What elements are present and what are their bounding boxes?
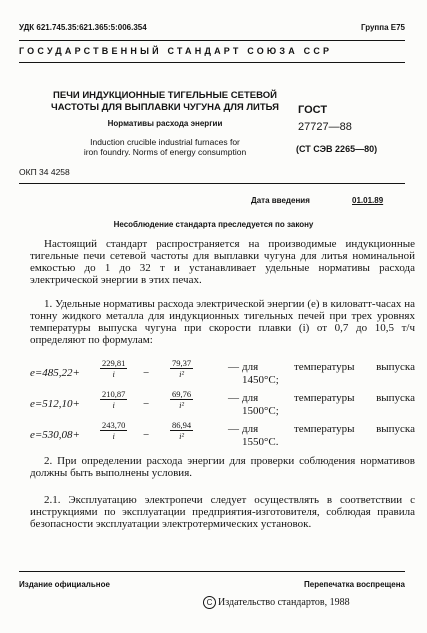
- formula-temperature: 1450°C;: [242, 374, 279, 386]
- reprint-prohibited-label: Перепечатка воспрещена: [304, 580, 405, 589]
- formula-temp-word: температуры: [294, 392, 355, 404]
- udk-code: УДК 621.745.35:621.365:5:006.354: [19, 23, 147, 32]
- formula-temp-word: температуры: [294, 423, 355, 435]
- fraction-denominator: i: [112, 369, 115, 379]
- fraction-numerator: 210,87: [102, 389, 126, 399]
- copyright-icon: C: [203, 596, 216, 609]
- formula-dash: —: [228, 361, 239, 373]
- formula-lhs: e=485,22+: [30, 367, 80, 379]
- fraction-numerator: 243,70: [102, 420, 126, 430]
- paragraph-operation-text: 2.1. Эксплуатацию электропечи следует осуществлять в соответствии с инструкциями по эксплуатации предприятия-изготовителя, соблюдая правила безопасности эксплуатации электротермических установок.: [30, 494, 415, 530]
- formula-for: для: [242, 392, 259, 404]
- formula-1450: [30, 358, 415, 392]
- english-title: [50, 137, 280, 157]
- fraction-linear: [100, 420, 127, 441]
- title-line-2: ЧАСТОТЫ ДЛЯ ВЫПЛАВКИ ЧУГУНА ДЛЯ ЛИТЬЯ: [51, 102, 279, 113]
- document-title: [50, 90, 280, 114]
- fraction-numerator: 86,94: [172, 420, 192, 430]
- formula-1500: [30, 389, 415, 423]
- formula-for: для: [242, 423, 259, 435]
- fraction-linear: [100, 358, 127, 379]
- formula-temperature: 1550°C.: [242, 436, 279, 448]
- english-title-line-2: iron foundry. Norms of energy consumption: [83, 147, 247, 157]
- formula-lhs: e=512,10+: [30, 398, 80, 410]
- minus-sign: −: [143, 367, 150, 379]
- fraction-numerator: 69,76: [172, 389, 192, 399]
- copyright-text: Издательство стандартов, 1988: [218, 597, 350, 608]
- fraction-numerator: 229,81: [102, 358, 126, 368]
- minus-sign: −: [143, 429, 150, 441]
- formula-dash: —: [228, 423, 239, 435]
- okp-code: ОКП 34 4258: [19, 167, 70, 177]
- top-rule: [19, 40, 405, 41]
- fraction-numerator: 79,37: [172, 358, 192, 368]
- fraction-denominator: i: [112, 431, 115, 441]
- official-edition-label: Издание официальное: [19, 580, 110, 589]
- paragraph-norms: [30, 298, 415, 346]
- formula-temp-word: температуры: [294, 361, 355, 373]
- paragraph-scope-text: Настоящий стандарт распространяется на производимые индукционные тигельные печи сетевой частоты для выплавки чугуна для литья номинальной емкостью до 1 до 32 т и устанавливает удельные нормативы расхода электрической энергии в этих печах.: [30, 238, 415, 286]
- fraction-quadratic: [170, 358, 193, 379]
- formula-1550: [30, 420, 415, 454]
- minus-sign: −: [143, 398, 150, 410]
- paragraph-conditions-text: 2. При определении расхода энергии для проверки соблюдения нормативов должны быть выполнены условия.: [30, 455, 415, 479]
- formula-for: для: [242, 361, 259, 373]
- fraction-denominator: i²: [179, 400, 185, 410]
- sev-reference: (СТ СЭВ 2265—80): [296, 144, 378, 154]
- title-line-1: ПЕЧИ ИНДУКЦИОННЫЕ ТИГЕЛЬНЫЕ СЕТЕВОЙ: [53, 90, 277, 101]
- group-code: Группа Е75: [360, 23, 405, 32]
- formula-release-word: выпуска: [376, 392, 415, 404]
- footer-rule: [19, 571, 405, 572]
- okp-rule: [19, 183, 405, 184]
- fraction-linear: [100, 389, 127, 410]
- effective-date: 01.01.89: [352, 196, 384, 205]
- header-rule: [19, 62, 405, 63]
- fraction-quadratic: [170, 420, 193, 441]
- effective-date-label: Дата введения: [251, 196, 310, 205]
- fraction-denominator: i²: [179, 369, 185, 379]
- formula-temperature: 1500°C;: [242, 405, 279, 417]
- legal-notice: Несоблюдение стандарта преследуется по закону: [113, 220, 314, 229]
- fraction-quadratic: [170, 389, 193, 410]
- fraction-denominator: i²: [179, 431, 185, 441]
- formula-release-word: выпуска: [376, 361, 415, 373]
- gost-label: ГОСТ: [298, 104, 328, 116]
- gost-number: 27727—88: [298, 121, 352, 133]
- formula-release-word: выпуска: [376, 423, 415, 435]
- paragraph-norms-text: 1. Удельные нормативы расхода электрической энергии (е) в киловатт-часах на тонну жидкого металла для индукционных тигельных печей при трех уровнях температуры выпуска чугуна при скорости плавки (i) от 0,7 до 10,5 т/ч определяют по формулам:: [30, 298, 415, 346]
- formula-dash: —: [228, 392, 239, 404]
- english-title-line-1: Induction crucible industrial furnaces for: [90, 137, 240, 147]
- paragraph-scope: [30, 238, 415, 286]
- state-standard-heading: ГОСУДАРСТВЕННЫЙ СТАНДАРТ СОЮЗА ССР: [19, 46, 333, 56]
- formula-lhs: e=530,08+: [30, 429, 80, 441]
- fraction-denominator: i: [112, 400, 115, 410]
- paragraph-conditions: [30, 455, 415, 479]
- paragraph-operation: [30, 494, 415, 530]
- document-subtitle: Нормативы расхода энергии: [107, 119, 223, 128]
